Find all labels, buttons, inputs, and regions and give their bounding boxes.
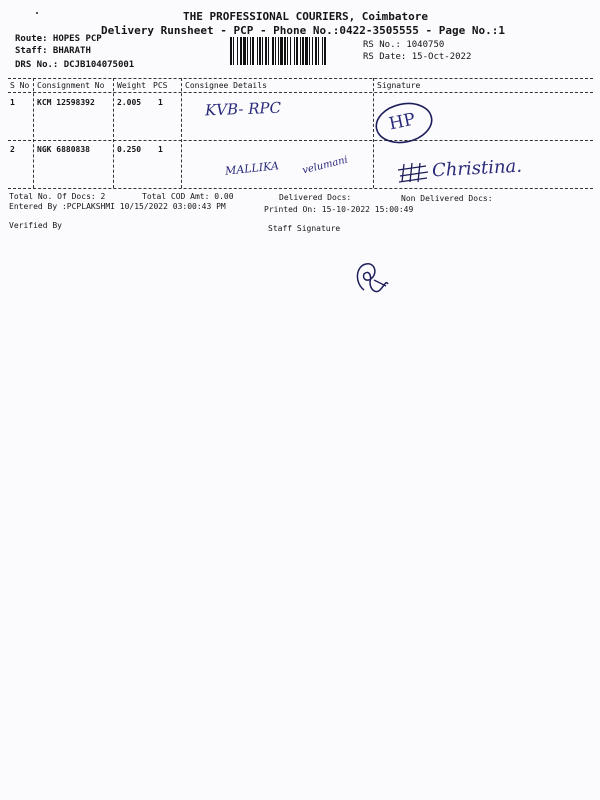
verified-by-label: Verified By: [9, 221, 62, 230]
barcode-bar: [230, 37, 232, 65]
barcode-bar: [315, 37, 317, 65]
barcode-bar: [309, 37, 310, 65]
row2-scribble: [396, 160, 430, 186]
company-name: THE PROFESSIONAL COURIERS, Coimbatore: [183, 10, 429, 23]
barcode-bar: [257, 37, 258, 65]
runsheet-title: Delivery Runsheet - PCP - Phone No.:0422-3505555 - Page No.:1: [101, 24, 505, 37]
printed-on: Printed On: 15-10-2022 15:00:49: [264, 205, 414, 214]
row2-consignee-handwriting: MALLIKA: [224, 159, 280, 178]
barcode-bar: [278, 37, 279, 65]
route-label: Route: HOPES PCP: [15, 34, 102, 44]
table-header-rule: [8, 92, 593, 93]
barcode-bar: [296, 37, 298, 65]
col-header-signature: Signature: [377, 81, 421, 90]
barcode-bar: [300, 37, 301, 65]
row2-extra-handwriting: velumani: [301, 154, 349, 177]
row2-signature-text: Christina.: [431, 155, 523, 182]
barcode: [230, 37, 355, 65]
barcode-bar: [268, 37, 269, 65]
barcode-bar: [265, 37, 267, 65]
table-bottom-rule: [8, 188, 593, 189]
barcode-bar: [312, 37, 313, 65]
col-divider: [113, 78, 114, 188]
table-top-rule: [8, 78, 593, 79]
barcode-bar: [324, 37, 326, 65]
row2-consignment: NGK 6880838: [37, 145, 90, 154]
barcode-bar: [287, 37, 288, 65]
delivered-docs: Delivered Docs:: [279, 193, 352, 202]
total-docs: Total No. Of Docs: 2: [9, 192, 106, 201]
barcode-bar: [237, 37, 238, 65]
row1-consignment: KCM 12598392: [37, 98, 95, 107]
col-header-consignee: Consignee Details: [185, 81, 267, 90]
row1-weight: 2.005: [117, 98, 142, 107]
drs-number: DRS No.: DCJB104075001: [15, 60, 135, 70]
barcode-bar: [233, 37, 234, 65]
col-header-pcs: PCS: [153, 81, 168, 90]
staff-handwritten-signature: [352, 260, 392, 300]
barcode-bar: [322, 37, 323, 65]
barcode-bar: [302, 37, 304, 65]
barcode-bar: [290, 37, 291, 65]
barcode-bar: [275, 37, 276, 65]
rs-number: RS No.: 1040750: [363, 40, 445, 50]
col-divider: [181, 78, 182, 188]
barcode-bar: [284, 37, 286, 65]
barcode-bar: [280, 37, 283, 65]
barcode-bar: [240, 37, 242, 65]
barcode-bar: [247, 37, 248, 65]
row2-sno: 2: [10, 145, 15, 154]
barcode-bar: [243, 37, 246, 65]
col-divider: [33, 78, 34, 188]
col-header-consignment: Consignment No: [37, 81, 105, 90]
total-cod-amount: Total COD Amt: 0.00: [142, 192, 234, 201]
row-divider: [8, 140, 593, 141]
col-header-weight: Weight: [117, 81, 146, 90]
entered-by: Entered By :PCPLAKSHMI 10/15/2022 03:00:43 PM: [9, 202, 226, 211]
non-delivered-docs: Non Delivered Docs:: [401, 194, 493, 203]
barcode-bar: [305, 37, 308, 65]
barcode-bar: [294, 37, 295, 65]
row1-sno: 1: [10, 98, 15, 107]
barcode-bar: [252, 37, 254, 65]
staff-label: Staff: BHARATH: [15, 46, 91, 56]
barcode-bar: [262, 37, 263, 65]
barcode-bar: [259, 37, 261, 65]
barcode-bar: [318, 37, 319, 65]
row1-pcs: 1: [158, 98, 163, 107]
row1-consignee-handwriting: KVB- RPC: [204, 98, 282, 120]
col-header-sno: S No: [10, 81, 30, 90]
barcode-bar: [272, 37, 274, 65]
staff-signature-label: Staff Signature: [268, 224, 341, 233]
rs-date: RS Date: 15-Oct-2022: [363, 52, 472, 62]
row2-pcs: 1: [158, 145, 163, 154]
row2-weight: 0.250: [117, 145, 142, 154]
row1-signature-text: HP: [387, 109, 418, 135]
scan-speck: [36, 12, 38, 14]
barcode-bar: [250, 37, 251, 65]
